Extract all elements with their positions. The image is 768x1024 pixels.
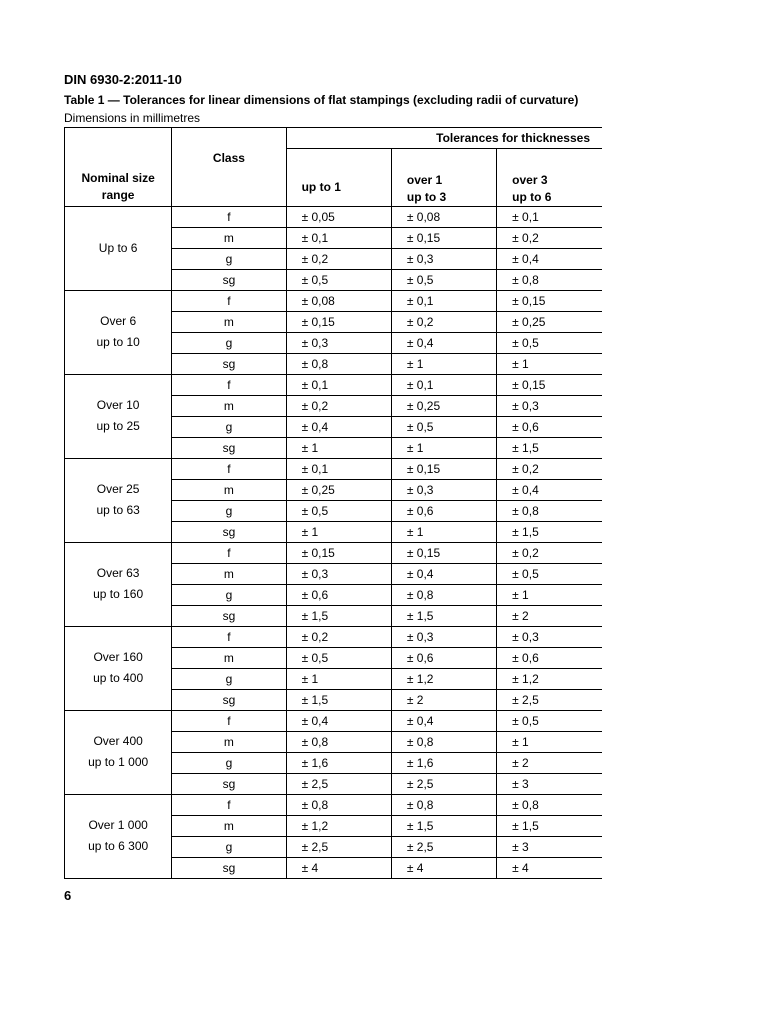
class-cell: m (172, 479, 286, 500)
class-cell: f (172, 626, 286, 647)
tol-up-to-1-cell: ± 0,6 (286, 584, 391, 605)
tol-up-to-1-cell: ± 0,08 (286, 290, 391, 311)
class-cell: f (172, 542, 286, 563)
header-blank-col1 (286, 149, 391, 170)
header-blank-col2 (391, 149, 496, 170)
nominal-size-line2: up to 63 (96, 503, 140, 517)
tol-over-1-up-to-3-cell: ± 0,8 (391, 731, 496, 752)
tol-up-to-1-cell: ± 1,6 (286, 752, 391, 773)
table-row (65, 374, 603, 395)
header-col2-line2: up to 3 (406, 189, 447, 204)
class-cell: f (172, 290, 286, 311)
table-row (65, 290, 603, 311)
tol-up-to-1-cell: ± 0,5 (286, 500, 391, 521)
header-tolerances-for-thicknesses: Tolerances for thicknesses (286, 128, 602, 149)
nominal-size-line1: Over 160 (93, 650, 143, 664)
class-cell: sg (172, 689, 286, 710)
class-cell: sg (172, 269, 286, 290)
class-cell: g (172, 500, 286, 521)
tol-up-to-1-cell: ± 0,25 (286, 479, 391, 500)
nominal-size-cell (65, 542, 172, 626)
tol-up-to-1-cell: ± 1,5 (286, 605, 391, 626)
tol-up-to-1-cell: ± 0,4 (286, 710, 391, 731)
table-row (65, 206, 603, 227)
tol-up-to-1-cell: ± 0,1 (286, 458, 391, 479)
tol-over-1-up-to-3-cell: ± 0,5 (391, 416, 496, 437)
tol-over-3-up-to-6-cell: ± 0,2 (497, 542, 602, 563)
class-cell: sg (172, 521, 286, 542)
nominal-size-cell (65, 626, 172, 710)
tol-over-1-up-to-3-cell: ± 1,5 (391, 605, 496, 626)
tol-over-1-up-to-3-cell: ± 0,1 (391, 290, 496, 311)
tol-up-to-1-cell: ± 0,3 (286, 332, 391, 353)
units-note: Dimensions in millimetres (64, 111, 201, 125)
nominal-size-line1: Over 6 (100, 314, 137, 328)
tol-up-to-1-cell: ± 0,15 (286, 311, 391, 332)
nominal-size-line1: Over 25 (96, 482, 140, 496)
tol-over-1-up-to-3-cell: ± 0,4 (391, 710, 496, 731)
tol-over-1-up-to-3-cell: ± 0,8 (391, 584, 496, 605)
tol-up-to-1-cell: ± 2,5 (286, 836, 391, 857)
tol-over-3-up-to-6-cell: ± 0,4 (497, 479, 602, 500)
tol-over-3-up-to-6-cell: ± 1 (497, 731, 602, 752)
tol-over-3-up-to-6-cell: ± 0,6 (497, 416, 602, 437)
class-cell: sg (172, 353, 286, 374)
tol-over-1-up-to-3-cell: ± 2,5 (391, 836, 496, 857)
tol-over-1-up-to-3-cell: ± 0,1 (391, 374, 496, 395)
tol-over-3-up-to-6-cell: ± 0,5 (497, 710, 602, 731)
table-row (65, 542, 603, 563)
nominal-size-line1: Up to 6 (98, 240, 138, 255)
tol-over-3-up-to-6-cell: ± 0,5 (497, 563, 602, 584)
header-nominal-line1: Nominal size (81, 170, 155, 185)
tol-up-to-1-cell: ± 0,8 (286, 353, 391, 374)
tol-over-1-up-to-3-cell: ± 1,2 (391, 668, 496, 689)
class-cell: f (172, 374, 286, 395)
nominal-size-cell (65, 290, 172, 374)
tol-over-1-up-to-3-cell: ± 1 (391, 521, 496, 542)
tol-up-to-1-cell: ± 0,05 (286, 206, 391, 227)
nominal-size-line2: up to 1 000 (88, 755, 149, 769)
class-cell: g (172, 416, 286, 437)
tol-over-1-up-to-3-cell: ± 0,15 (391, 458, 496, 479)
nominal-size-cell (65, 710, 172, 794)
tol-over-3-up-to-6-cell: ± 3 (497, 773, 602, 794)
tol-over-3-up-to-6-cell: ± 2,5 (497, 689, 602, 710)
tol-over-1-up-to-3-cell: ± 2,5 (391, 773, 496, 794)
tol-over-1-up-to-3-cell: ± 2 (391, 689, 496, 710)
tol-over-3-up-to-6-cell: ± 1 (497, 584, 602, 605)
tol-over-3-up-to-6-cell: ± 0,3 (497, 395, 602, 416)
class-cell: m (172, 395, 286, 416)
tol-up-to-1-cell: ± 1 (286, 521, 391, 542)
tol-over-3-up-to-6-cell: ± 1,5 (497, 437, 602, 458)
class-cell: m (172, 647, 286, 668)
tol-up-to-1-cell: ± 1 (286, 437, 391, 458)
nominal-size-line1: Over 1 000 (88, 818, 148, 832)
tol-over-3-up-to-6-cell: ± 2 (497, 605, 602, 626)
tolerance-table (64, 127, 602, 879)
tol-over-1-up-to-3-cell: ± 0,2 (391, 311, 496, 332)
tol-over-3-up-to-6-cell: ± 0,8 (497, 794, 602, 815)
tol-over-3-up-to-6-cell: ± 0,5 (497, 332, 602, 353)
tol-up-to-1-cell: ± 1,5 (286, 689, 391, 710)
class-cell: m (172, 815, 286, 836)
tol-up-to-1-cell: ± 0,8 (286, 794, 391, 815)
table-row (65, 626, 603, 647)
tol-over-1-up-to-3-cell: ± 1 (391, 437, 496, 458)
table-row (65, 794, 603, 815)
tol-over-3-up-to-6-cell: ± 1,5 (497, 815, 602, 836)
tol-up-to-1-cell: ± 0,2 (286, 248, 391, 269)
class-cell: f (172, 710, 286, 731)
tol-up-to-1-cell: ± 0,5 (286, 647, 391, 668)
header-blank-class (172, 128, 286, 149)
class-cell: g (172, 248, 286, 269)
table-row (65, 710, 603, 731)
nominal-size-cell (65, 458, 172, 542)
tol-over-3-up-to-6-cell: ± 0,8 (497, 269, 602, 290)
tol-over-3-up-to-6-cell: ± 0,6 (497, 647, 602, 668)
nominal-size-line1: Over 63 (96, 566, 140, 580)
class-cell: m (172, 227, 286, 248)
class-cell: g (172, 332, 286, 353)
header-up-to-1: up to 1 (286, 170, 391, 207)
tol-over-3-up-to-6-cell: ± 1,2 (497, 668, 602, 689)
nominal-size-line2: up to 160 (93, 587, 144, 601)
document-id: DIN 6930-2:2011-10 (64, 72, 182, 87)
tol-over-1-up-to-3-cell: ± 0,6 (391, 647, 496, 668)
tol-over-1-up-to-3-cell: ± 0,4 (391, 563, 496, 584)
tol-over-1-up-to-3-cell: ± 0,6 (391, 500, 496, 521)
tol-over-3-up-to-6-cell: ± 0,15 (497, 290, 602, 311)
tol-up-to-1-cell: ± 2,5 (286, 773, 391, 794)
tol-up-to-1-cell: ± 0,2 (286, 626, 391, 647)
class-cell: sg (172, 857, 286, 878)
tol-over-3-up-to-6-cell: ± 1,5 (497, 521, 602, 542)
tol-over-3-up-to-6-cell: ± 0,2 (497, 458, 602, 479)
tol-over-3-up-to-6-cell: ± 0,2 (497, 227, 602, 248)
tol-over-1-up-to-3-cell: ± 1,5 (391, 815, 496, 836)
header-blank-nominal (65, 128, 172, 149)
nominal-size-cell (65, 206, 172, 290)
tol-over-1-up-to-3-cell: ± 0,08 (391, 206, 496, 227)
tol-over-1-up-to-3-cell: ± 0,4 (391, 332, 496, 353)
class-cell: m (172, 731, 286, 752)
class-cell: g (172, 752, 286, 773)
tol-up-to-1-cell: ± 1 (286, 668, 391, 689)
class-cell: sg (172, 605, 286, 626)
class-cell: f (172, 458, 286, 479)
tol-over-1-up-to-3-cell: ± 0,3 (391, 626, 496, 647)
nominal-size-cell (65, 794, 172, 878)
tol-over-3-up-to-6-cell: ± 0,1 (497, 206, 602, 227)
header-class: Class (172, 149, 286, 207)
header-nominal-size (65, 149, 172, 207)
tol-over-1-up-to-3-cell: ± 0,3 (391, 479, 496, 500)
class-cell: m (172, 311, 286, 332)
tol-up-to-1-cell: ± 0,4 (286, 416, 391, 437)
tol-up-to-1-cell: ± 0,1 (286, 374, 391, 395)
tol-up-to-1-cell: ± 0,3 (286, 563, 391, 584)
class-cell: sg (172, 773, 286, 794)
tol-up-to-1-cell: ± 0,15 (286, 542, 391, 563)
header-blank-col3 (497, 149, 602, 170)
tol-over-3-up-to-6-cell: ± 0,3 (497, 626, 602, 647)
page-number: 6 (64, 888, 72, 903)
table-title: Table 1 — Tolerances for linear dimensions of flat stampings (excluding radii of curvature) (64, 93, 579, 107)
tol-over-1-up-to-3-cell: ± 0,5 (391, 269, 496, 290)
class-cell: f (172, 794, 286, 815)
class-cell: m (172, 563, 286, 584)
nominal-size-line2: up to 25 (96, 419, 140, 433)
tol-up-to-1-cell: ± 0,1 (286, 227, 391, 248)
header-over-1-up-to-3 (391, 170, 496, 207)
class-cell: f (172, 206, 286, 227)
tol-over-3-up-to-6-cell: ± 3 (497, 836, 602, 857)
tol-over-1-up-to-3-cell: ± 4 (391, 857, 496, 878)
table-row (65, 458, 603, 479)
tol-over-3-up-to-6-cell: ± 4 (497, 857, 602, 878)
tol-up-to-1-cell: ± 0,5 (286, 269, 391, 290)
header-col3-line1: over 3 (512, 172, 548, 187)
tol-over-3-up-to-6-cell: ± 0,4 (497, 248, 602, 269)
class-cell: g (172, 668, 286, 689)
nominal-size-line2: up to 10 (96, 335, 140, 349)
nominal-size-line1: Over 10 (96, 398, 140, 412)
nominal-size-line2: up to 6 300 (88, 839, 149, 853)
tol-over-3-up-to-6-cell: ± 1 (497, 353, 602, 374)
tol-over-1-up-to-3-cell: ± 1,6 (391, 752, 496, 773)
class-cell: g (172, 836, 286, 857)
nominal-size-line2: up to 400 (93, 671, 144, 685)
tol-up-to-1-cell: ± 0,2 (286, 395, 391, 416)
tol-over-1-up-to-3-cell: ± 0,15 (391, 542, 496, 563)
tol-over-1-up-to-3-cell: ± 0,15 (391, 227, 496, 248)
class-cell: sg (172, 437, 286, 458)
tol-over-1-up-to-3-cell: ± 1 (391, 353, 496, 374)
tol-over-1-up-to-3-cell: ± 0,25 (391, 395, 496, 416)
tol-over-3-up-to-6-cell: ± 0,15 (497, 374, 602, 395)
tol-over-1-up-to-3-cell: ± 0,8 (391, 794, 496, 815)
tol-over-1-up-to-3-cell: ± 0,3 (391, 248, 496, 269)
tol-over-3-up-to-6-cell: ± 2 (497, 752, 602, 773)
nominal-size-line1: Over 400 (93, 734, 143, 748)
nominal-size-cell (65, 374, 172, 458)
table-body (65, 206, 603, 878)
tol-up-to-1-cell: ± 0,8 (286, 731, 391, 752)
tol-up-to-1-cell: ± 4 (286, 857, 391, 878)
header-nominal-line2: range (101, 187, 135, 202)
header-col3-line2: up to 6 (512, 189, 552, 204)
class-cell: g (172, 584, 286, 605)
header-row-1 (65, 128, 603, 149)
tol-over-3-up-to-6-cell: ± 0,25 (497, 311, 602, 332)
header-over-3-up-to-6 (497, 170, 602, 207)
header-col2-line1: over 1 (406, 172, 443, 187)
tol-over-3-up-to-6-cell: ± 0,8 (497, 500, 602, 521)
header-row-2 (65, 149, 603, 170)
tol-up-to-1-cell: ± 1,2 (286, 815, 391, 836)
